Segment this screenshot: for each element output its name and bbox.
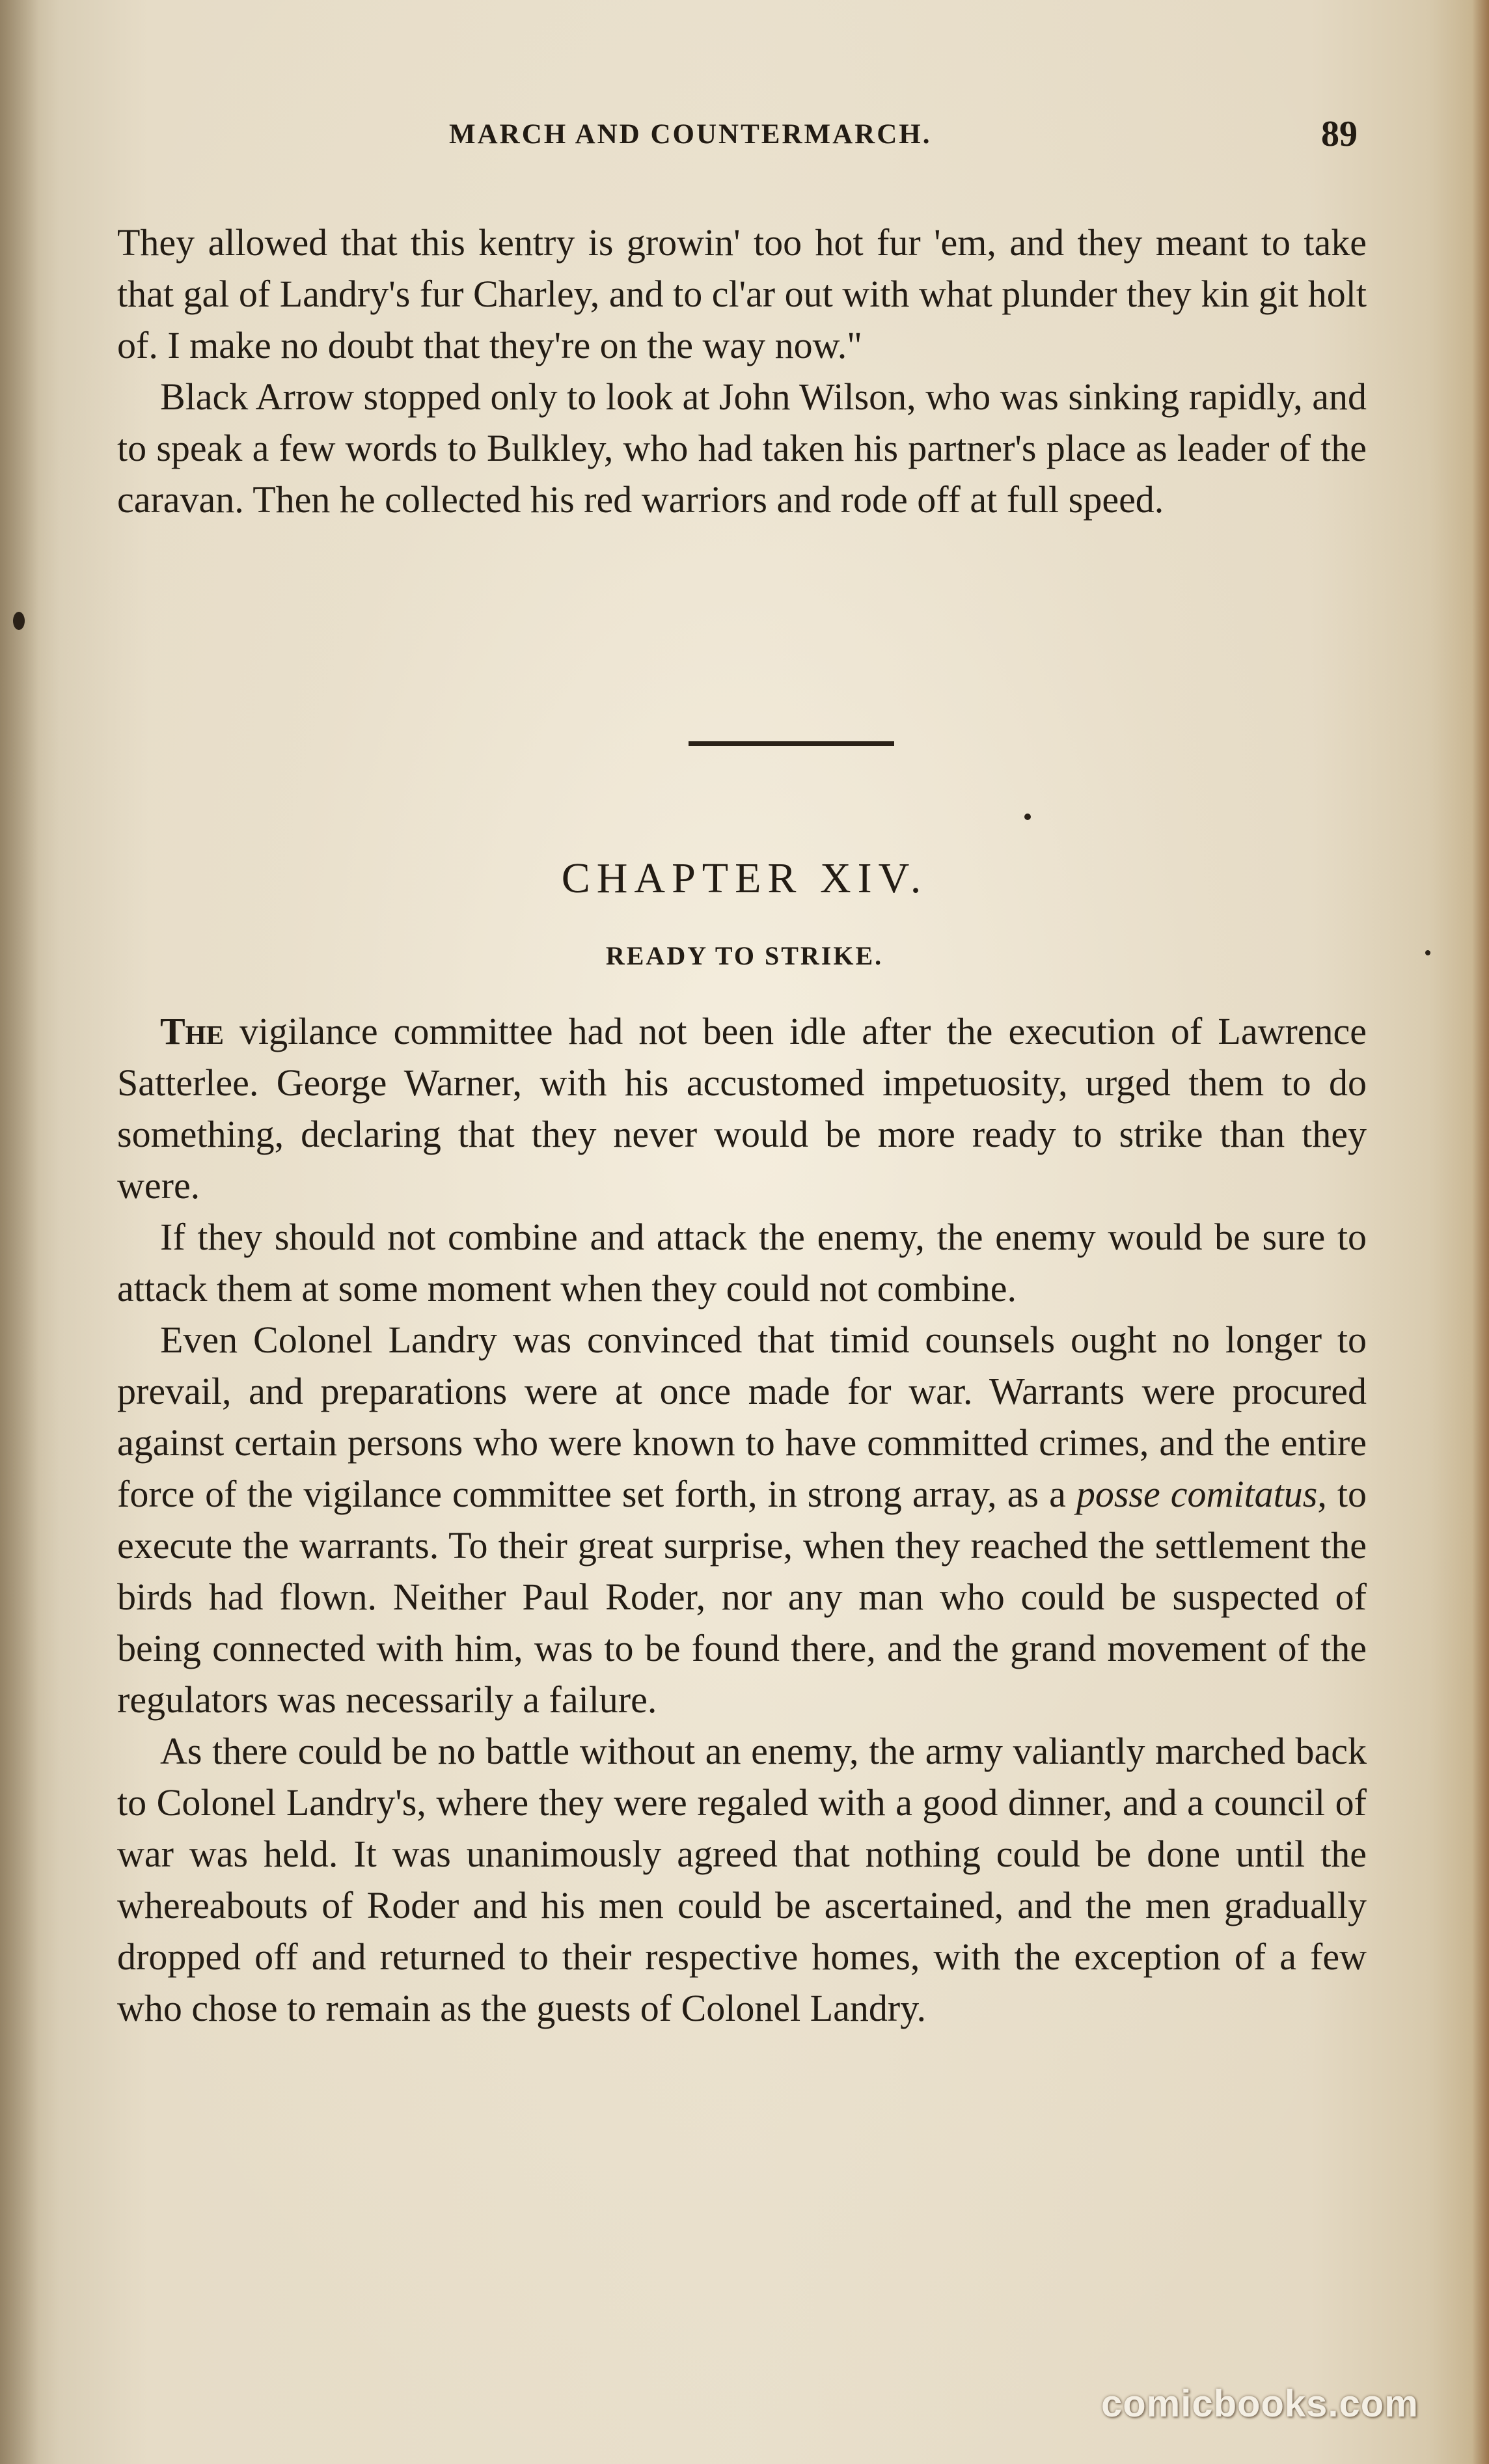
chapter-title: CHAPTER XIV. [561,855,928,902]
paragraph-text: , to execute the warrants. To their great surprise, when they reached the settlement the birds had flown. Neither Paul Roder, nor any man who could be suspected of being connected with him, was to be found there, and the grand movement of the regulators was necessarily a failure. [117,1473,1367,1721]
ink-speck [1425,950,1430,955]
ink-speck [1024,814,1031,820]
watermark-logo: comicbooks.com [1101,2383,1419,2425]
latin-phrase: posse comitatus [1076,1473,1318,1515]
chapter-body [117,1006,1367,2034]
paragraph-text: vigilance committee had not been idle after the execution of Lawrence Satterlee. George Warner, with his accustomed impetuosity, urged them to do something, declaring that they never would be more ready to strike than they were. [117,1010,1367,1207]
running-title: MARCH AND COUNTERMARCH. [449,119,932,150]
page-edge-shadow-right [1472,0,1489,2464]
paragraph: If they should not combine and attack the enemy, the enemy would be sure to attack them at some moment when they could not combine. [117,1216,1367,1309]
section-divider [689,741,894,746]
paragraph: They allowed that this kentry is growin' too hot fur 'em, and they meant to take that gal of Landry's fur Charley, and to cl'ar out with what plunder they kin git holt of. I make no doubt that they're on the way now." [117,221,1367,366]
chapter-subtitle: READY TO STRIKE. [605,941,884,970]
ink-speck [13,612,25,630]
page-number: 89 [1321,114,1358,154]
page-edge-shadow-left [0,0,39,2464]
top-text-block [117,217,1367,525]
lead-word: The [160,1010,224,1052]
running-header [0,114,1489,164]
paragraph [117,1314,1367,1725]
paragraph [117,1006,1367,1211]
paragraph: As there could be no battle without an enemy, the army valiantly marched back to Colonel Landry's, where they were regaled with a good dinner, and a council of war was held. It was unanimously agreed that nothing could be done until the whereabouts of Roder and his men could be ascertained, and the men gradually dropped off and returned to their respective homes, with the exception of a few who chose to remain as the guests of Colonel Landry. [117,1730,1367,2029]
paragraph-text: Even Colonel Landry was convinced that timid counsels ought no longer to prevail, and preparations were at once made for war. Warrants were procured against certain persons who were known to have committed crimes, and the entire force of the vigilance committee set forth, in strong array, as a [117,1319,1367,1515]
paragraph: Black Arrow stopped only to look at John Wilson, who was sinking rapidly, and to speak a few words to Bulkley, who had taken his partner's place as leader of the caravan. Then he collected his red warriors and rode off at full speed. [117,376,1367,521]
